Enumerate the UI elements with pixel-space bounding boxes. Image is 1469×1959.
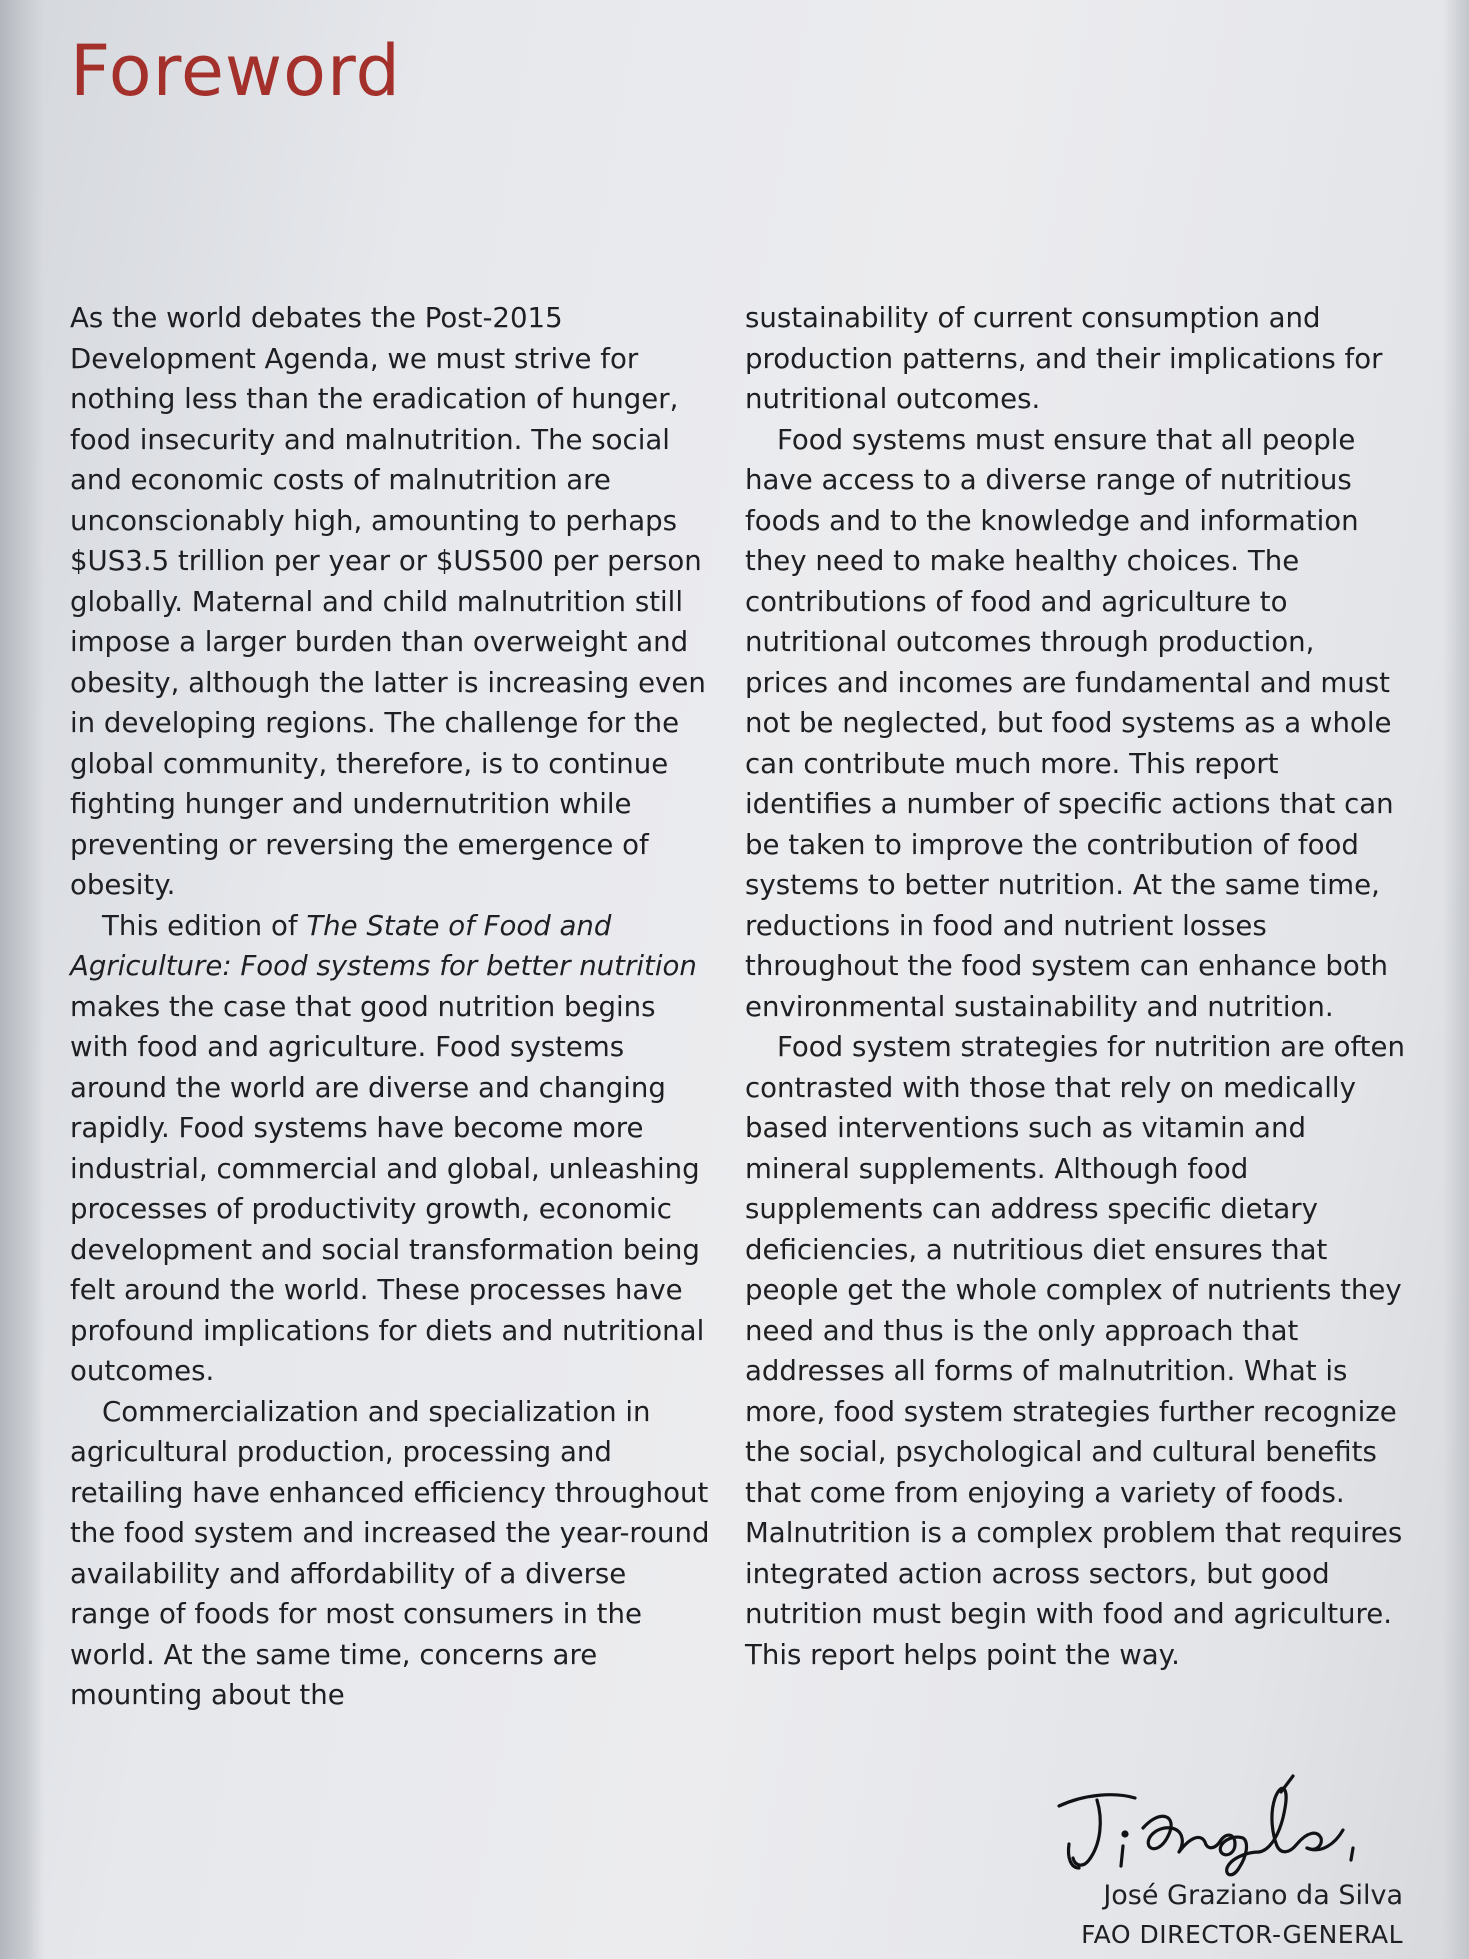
paragraph: [70, 906, 710, 1392]
text-column-right: [745, 298, 1405, 1675]
paragraph-text: This edition of: [102, 908, 307, 942]
paragraph: As the world debates the Post-2015 Development Agenda, we must strive for nothing less than the eradication of hunger, food insecurity and malnutrition. The social and economic costs of malnutrition are unconscionably high, amounting to perhaps $US3.5 trillion per year or $US500 per person globally. Maternal and child malnutrition still impose a larger burden than overweight and obesity, although the latter is increasing even in developing regions. The challenge for the global community, therefore, is to continue fighting hunger and undernutrition while preventing or reversing the emergence of obesity.: [70, 301, 706, 901]
paragraph-text: makes the case that good nutrition begins with food and agriculture. Food systems around the world are diverse and changing rapidly. Food systems have become more industrial, commercial and global, unleashing processes of productivity growth, economic development and social transformation being felt around the world. These processes have profound implications for diets and nutritional outcomes.: [70, 989, 705, 1387]
signatory-name: José Graziano da Silva: [1103, 1880, 1403, 1911]
paragraph: Commercialization and specialization in agricultural production, processing and retailing have enhanced efficiency throughout the food system and increased the year-round availability and affordability of a diverse range of foods for most consumers in the world. At the same time, concerns are mounting about the: [70, 1394, 710, 1711]
paragraph: Food system strategies for nutrition are often contrasted with those that rely on medically based interventions such as vitamin and mineral supplements. Although food supplements can address specific dietary deficiencies, a nutritious diet ensures that people get the whole complex of nutrients they need and thus is the only approach that addresses all forms of malnutrition. What is more, food system strategies further recognize the social, psychological and cultural benefits that come from enjoying a variety of foods. Malnutrition is a complex problem that requires integrated action across sectors, but good nutrition must begin with food and agriculture. This report helps point the way.: [745, 1030, 1405, 1671]
page-edge-shadow-right: [1443, 0, 1469, 1959]
page-edge-shadow-left: [0, 0, 44, 1959]
signatory-title: FAO DIRECTOR-GENERAL: [1081, 1920, 1403, 1949]
paragraph: sustainability of current consumption and production patterns, and their implications for nutritional outcomes.: [745, 301, 1383, 415]
text-column-left: [70, 298, 710, 1716]
paragraph: Food systems must ensure that all people have access to a diverse range of nutritious foods and to the knowledge and information they need to make healthy choices. The contributions of food and agriculture to nutritional outcomes through production, prices and incomes are fundamental and must not be neglected, but food systems as a whole can contribute much more. This report identifies a number of specific actions that can be taken to improve the contribution of food systems to better nutrition. At the same time, reductions in food and nutrient losses throughout the food system can enhance both environmental sustainability and nutrition.: [745, 422, 1394, 1023]
publication-title: The State of Food and Agriculture: Food systems for better nutrition: [70, 908, 697, 982]
page-title: Foreword: [70, 30, 401, 112]
handwritten-signature: [1045, 1772, 1385, 1882]
